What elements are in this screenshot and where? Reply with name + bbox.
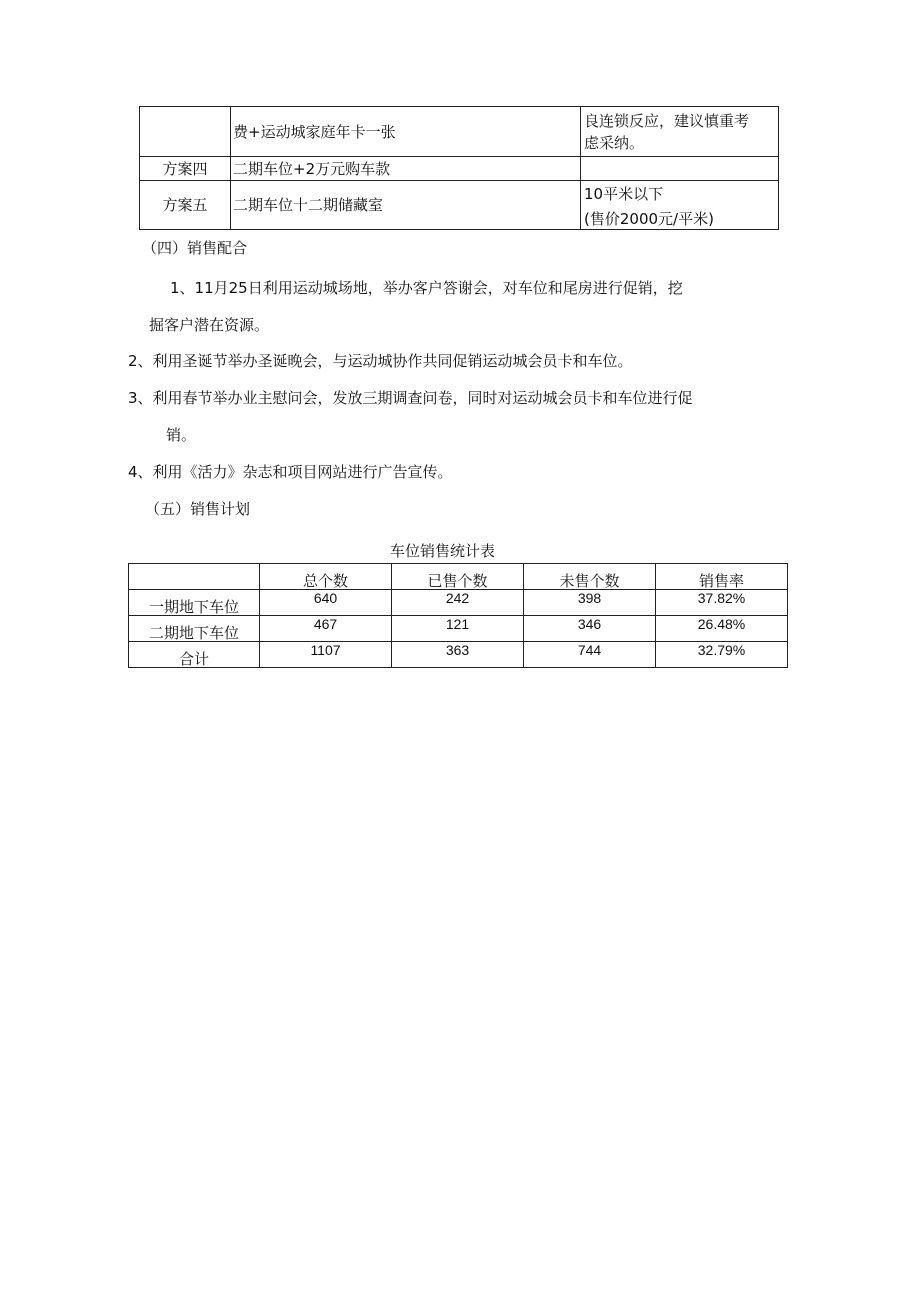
section4-item-3-line1: 3、利用春节举办业主慰问会，发放三期调查问卷，同时对运动城会员卡和车位进行促 (128, 389, 693, 407)
plan-note-line: 良连锁反应，建议慎重考 (584, 111, 750, 130)
section4-item-2: 2、利用圣诞节举办圣诞晚会，与运动城协作共同促销运动城会员卡和车位。 (128, 352, 633, 370)
stats-table-caption: 车位销售统计表 (390, 542, 496, 560)
unsold-cell: 346 (524, 616, 656, 642)
plan-note-cell (581, 157, 779, 181)
rate-cell: 37.82% (656, 590, 788, 616)
plan-name-cell (140, 107, 231, 157)
sold-cell: 363 (392, 642, 524, 668)
plan-note-cell (581, 107, 779, 157)
plan-name-cell: 方案五 (140, 181, 231, 230)
section4-item-1-line2: 掘客户潜在资源。 (149, 316, 270, 334)
plan-note-line: 10平米以下 (584, 185, 664, 203)
rate-cell: 26.48% (656, 616, 788, 642)
unsold-cell: 398 (524, 590, 656, 616)
header-cell: 已售个数 (392, 564, 524, 590)
plan-row (140, 157, 779, 181)
section5-heading: （五）销售计划 (145, 500, 251, 518)
plan-row (140, 107, 779, 157)
rate-cell: 32.79% (656, 642, 788, 668)
table-row (129, 642, 788, 668)
plan-note-line: (售价2000元/平米) (584, 210, 714, 228)
total-cell: 640 (260, 590, 392, 616)
sold-cell: 121 (392, 616, 524, 642)
row-label: 一期地下车位 (129, 590, 260, 616)
header-cell: 总个数 (260, 564, 392, 590)
table-header-row (129, 564, 788, 590)
section4-item-1-line1: 1、11月25日利用运动城场地，举办客户答谢会，对车位和尾房进行促销，挖 (170, 279, 683, 297)
header-cell: 未售个数 (524, 564, 656, 590)
section4-item-3-line2: 销。 (166, 426, 197, 444)
table-row (129, 616, 788, 642)
section4-heading: （四）销售配合 (142, 239, 248, 257)
plan-note-line: 虑采纳。 (584, 133, 645, 152)
plan-content-cell: 二期车位十二期储藏室 (231, 181, 581, 230)
plan-content-cell: 二期车位+2万元购车款 (231, 157, 581, 181)
sold-cell: 242 (392, 590, 524, 616)
unsold-cell: 744 (524, 642, 656, 668)
total-cell: 467 (260, 616, 392, 642)
plan-options-table (139, 106, 779, 230)
table-row (129, 590, 788, 616)
parking-sales-stats-table (128, 563, 788, 668)
row-label: 二期地下车位 (129, 616, 260, 642)
row-label: 合计 (129, 642, 260, 668)
header-cell: 销售率 (656, 564, 788, 590)
plan-row (140, 181, 779, 230)
section4-item-4: 4、利用《活力》杂志和项目网站进行广告宣传。 (128, 463, 453, 481)
plan-note-cell (581, 181, 779, 230)
total-cell: 1107 (260, 642, 392, 668)
header-cell (129, 564, 260, 590)
plan-name-cell: 方案四 (140, 157, 231, 181)
plan-content-cell: 费+运动城家庭年卡一张 (231, 107, 581, 157)
